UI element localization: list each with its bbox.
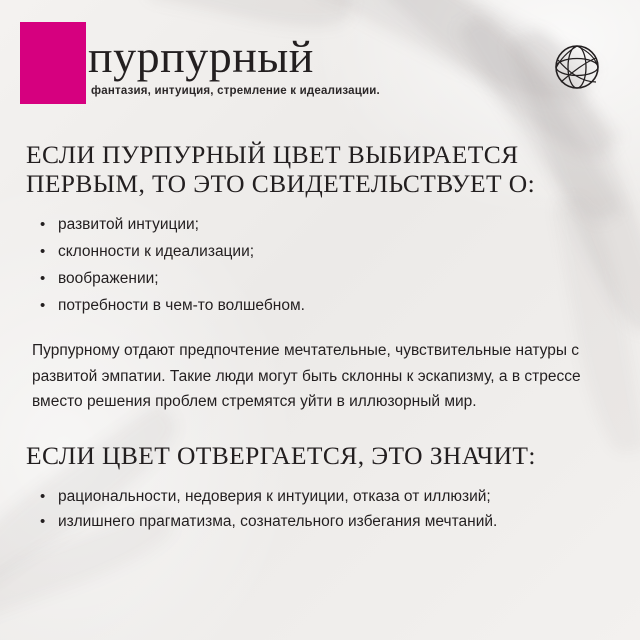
slide-header <box>0 0 640 122</box>
list-item: • воображении; <box>40 266 614 291</box>
list-item: • потребности в чем-то волшебном. <box>40 293 614 318</box>
section-heading-rejected: ЕСЛИ ЦВЕТ ОТВЕРГАЕТСЯ, ЭТО ЗНАЧИТ: <box>26 440 536 470</box>
description-paragraph: Пурпурному отдают предпочтение мечтательные, чувствительные натуры с развитой эмпатии. Такие люди могут быть склонны к эскапизму, а в стрессе вместо решения проблем стремятся уйти в иллюзорный мир. <box>32 342 581 410</box>
accent-color-block <box>20 22 86 104</box>
chosen-traits-list <box>0 212 640 318</box>
title-group <box>88 32 380 97</box>
list-item: • развитой интуиции; <box>40 212 614 237</box>
page-subtitle: фантазия, интуиция, стремление к идеализации. <box>91 85 380 97</box>
list-item: • склонности к идеализации; <box>40 239 614 264</box>
globe-sphere-logo-icon <box>552 42 602 92</box>
section-heading-chosen: ЕСЛИ ПУРПУРНЫЙ ЦВЕТ ВЫБИРАЕТСЯ ПЕРВЫМ, ТО ЭТО СВИДЕТЕЛЬСТВУЕТ О: <box>26 140 536 198</box>
list-item: • излишнего прагматизма, сознательного избегания мечтаний. <box>40 509 614 534</box>
page-title: пурпурный <box>88 31 314 82</box>
list-item: • рациональности, недоверия к интуиции, отказа от иллюзий; <box>40 484 614 509</box>
rejected-traits-list <box>0 484 640 534</box>
